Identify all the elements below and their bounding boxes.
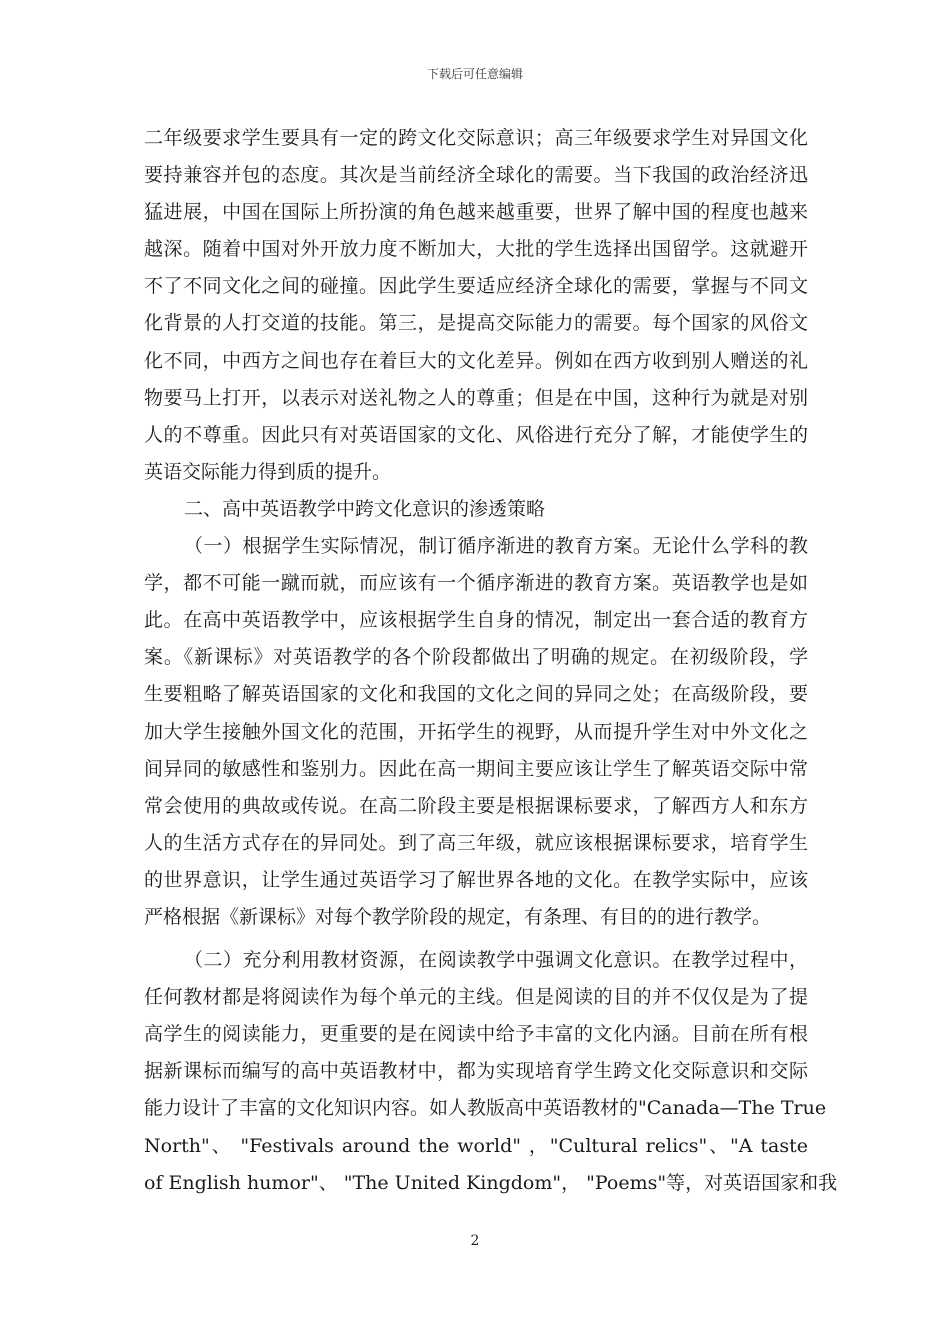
subsection-heading-line: （二）充分利用教材资源，在阅读教学中强调文化意识。在教学过程中， xyxy=(184,949,808,972)
body-line: 常会使用的典故或传说。在高二阶段主要是根据课标要求，了解西方人和东方 xyxy=(144,794,808,817)
section-heading: 二、高中英语教学中跨文化意识的渗透策略 xyxy=(184,497,546,520)
body-line: 人的不尊重。因此只有对英语国家的文化、风俗进行充分了解，才能使学生的 xyxy=(144,423,808,446)
document-body xyxy=(144,120,838,1202)
body-line: 间异同的敏感性和鉴别力。因此在高一期间主要应该让学生了解英语交际中常 xyxy=(144,757,808,780)
body-line: 人的生活方式存在的异同处。到了高三年级，就应该根据课标要求，培育学生 xyxy=(144,831,808,854)
body-line: 不了不同文化之间的碰撞。因此学生要适应经济全球化的需要，掌握与不同文 xyxy=(144,275,808,298)
subsection-heading-line: （一）根据学生实际情况，制订循序渐进的教育方案。无论什么学科的教 xyxy=(184,535,808,558)
body-line: 越深。随着中国对外开放力度不断加大，大批的学生选择出国留学。这就避开 xyxy=(144,238,808,261)
body-line: 二年级要求学生要具有一定的跨文化交际意识；高三年级要求学生对异国文化 xyxy=(144,127,808,149)
body-line: 此。在高中英语教学中，应该根据学生自身的情况，制定出一套合适的教育方 xyxy=(144,609,808,632)
body-line: of English humor"、 "The United Kingdom"， "Poems"等，对英语国家和我 xyxy=(144,1171,838,1194)
body-line: North"、 "Festivals around the world" ，"Cultural relics"、"A taste xyxy=(144,1134,808,1157)
page-number: 2 xyxy=(470,1233,480,1249)
body-line: 严格根据《新课标》对每个教学阶段的规定，有条理、有目的的进行教学。 xyxy=(144,905,772,928)
body-line: 的世界意识，让学生通过英语学习了解世界各地的文化。在教学实际中，应该 xyxy=(144,868,808,891)
body-line: 高学生的阅读能力，更重要的是在阅读中给予丰富的文化内涵。目前在所有根 xyxy=(144,1023,808,1046)
body-line: 生要粗略了解英语国家的文化和我国的文化之间的异同之处；在高级阶段，要 xyxy=(144,683,808,706)
body-line: 能力设计了丰富的文化知识内容。如人教版高中英语教材的"Canada—The True xyxy=(144,1097,827,1120)
body-line: 化背景的人打交道的技能。第三，是提高交际能力的需要。每个国家的风俗文 xyxy=(144,312,808,335)
body-line: 加大学生接触外国文化的范围，开拓学生的视野，从而提升学生对中外文化之 xyxy=(144,720,808,743)
body-line: 猛进展，中国在国际上所扮演的角色越来越重要，世界了解中国的程度也越来 xyxy=(144,201,808,224)
body-line: 据新课标而编写的高中英语教材中，都为实现培育学生跨文化交际意识和交际 xyxy=(144,1060,808,1083)
body-line: 学，都不可能一蹴而就，而应该有一个循序渐进的教育方案。英语教学也是如 xyxy=(144,572,808,595)
body-line: 物要马上打开，以表示对送礼物之人的尊重；但是在中国，这种行为就是对别 xyxy=(144,386,808,409)
body-line: 任何教材都是将阅读作为每个单元的主线。但是阅读的目的并不仅仅是为了提 xyxy=(144,986,808,1009)
body-line: 英语交际能力得到质的提升。 xyxy=(144,460,392,483)
body-line: 要持兼容并包的态度。其次是当前经济全球化的需要。当下我国的政治经济迅 xyxy=(144,164,808,187)
body-line: 案。《新课标》对英语教学的各个阶段都做出了明确的规定。在初级阶段，学 xyxy=(144,646,808,669)
body-line: 化不同，中西方之间也存在着巨大的文化差异。例如在西方收到别人赠送的礼 xyxy=(144,349,808,372)
page-header: 下载后可任意编辑 xyxy=(426,67,523,81)
